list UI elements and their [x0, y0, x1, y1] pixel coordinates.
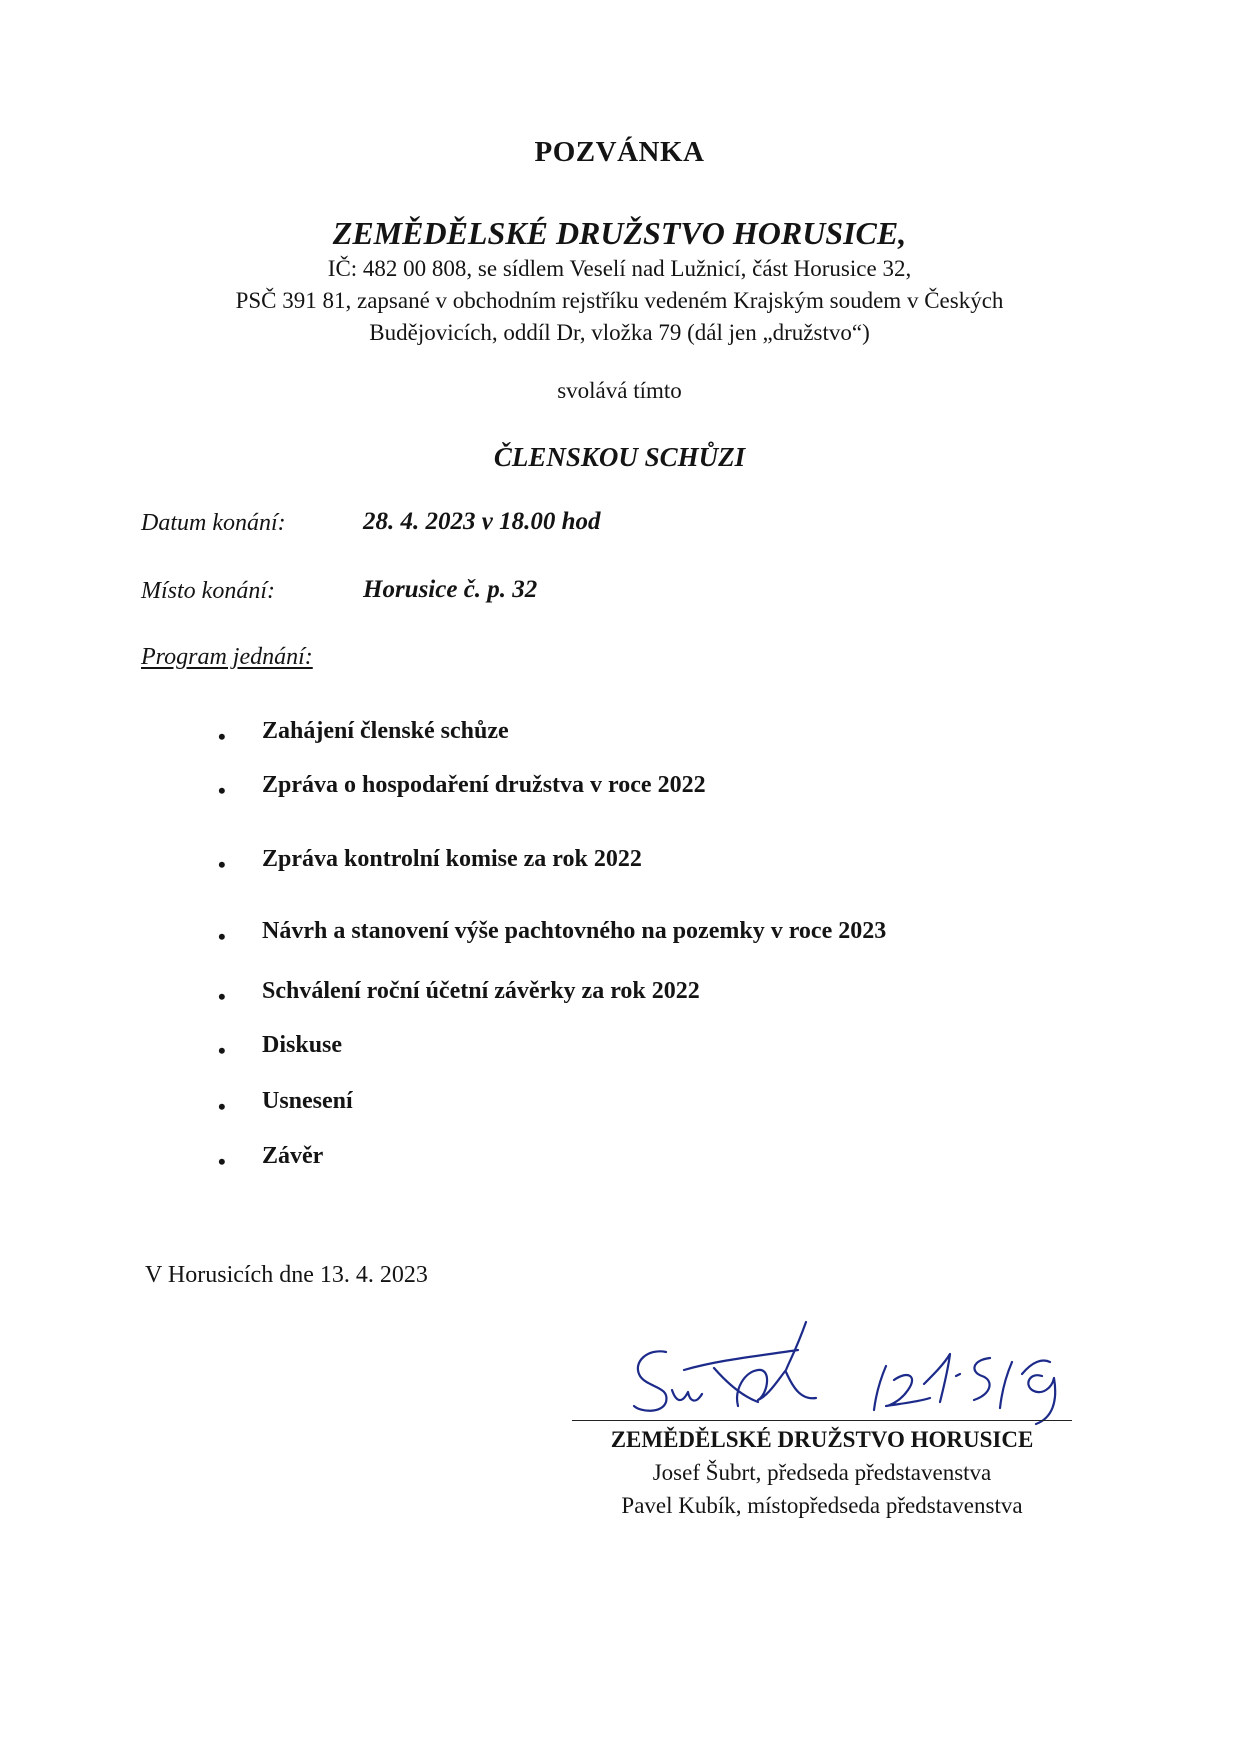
agenda-item	[218, 978, 700, 1009]
place-value: Horusice č. p. 32	[363, 576, 538, 603]
bullet-icon: •	[218, 1149, 226, 1174]
bullet-icon: •	[218, 724, 226, 749]
agenda-item	[218, 918, 887, 949]
company-details-line: IČ: 482 00 808, se sídlem Veselí nad Lužnicí, část Horusice 32,	[327, 256, 912, 281]
handwritten-signature	[618, 1310, 1118, 1430]
agenda-item	[218, 1143, 324, 1174]
bullet-icon: •	[218, 984, 226, 1009]
signature-line	[572, 1420, 1072, 1421]
agenda-item-label: Usnesení	[262, 1088, 353, 1114]
bullet-icon: •	[218, 1038, 226, 1063]
program-heading: Program jednání:	[141, 644, 313, 670]
agenda-item	[218, 718, 509, 749]
place-date: V Horusicích dne 13. 4. 2023	[145, 1262, 428, 1288]
agenda-item-label: Schválení roční účetní závěrky za rok 2022	[262, 978, 700, 1004]
signer-block	[570, 1423, 1074, 1522]
signer-name: Pavel Kubík, místopředseda představenstva	[621, 1493, 1023, 1518]
agenda-item	[218, 1032, 343, 1063]
signer-company: ZEMĚDĚLSKÉ DRUŽSTVO HORUSICE	[610, 1427, 1034, 1452]
meeting-title: ČLENSKOU SCHŮZI	[493, 442, 746, 472]
signer-name: Josef Šubrt, předseda představenstva	[652, 1460, 992, 1485]
agenda-item	[218, 846, 642, 877]
company-details-line: PSČ 391 81, zapsané v obchodním rejstříku vedeném Krajským soudem v Českých	[235, 288, 1004, 313]
company-details	[0, 253, 1239, 349]
date-value: 28. 4. 2023 v 18.00 hod	[363, 508, 601, 535]
agenda-item	[218, 772, 706, 803]
bullet-icon: •	[218, 852, 226, 877]
bullet-icon: •	[218, 924, 226, 949]
document-title: POZVÁNKA	[534, 136, 705, 168]
convenes-text: svolává tímto	[557, 378, 682, 403]
agenda-item-label: Závěr	[262, 1143, 324, 1169]
agenda-item-label: Diskuse	[262, 1032, 343, 1058]
company-name: ZEMĚDĚLSKÉ DRUŽSTVO HORUSICE,	[332, 215, 907, 251]
agenda-item-label: Zahájení členské schůze	[262, 718, 509, 744]
agenda-item-label: Návrh a stanovení výše pachtovného na pozemky v roce 2023	[262, 918, 887, 944]
bullet-icon: •	[218, 1094, 226, 1119]
place-label: Místo konání:	[141, 578, 275, 604]
agenda-item-label: Zpráva kontrolní komise za rok 2022	[262, 846, 642, 872]
agenda-item	[218, 1088, 353, 1119]
bullet-icon: •	[218, 778, 226, 803]
company-details-line: Budějovicích, oddíl Dr, vložka 79 (dál jen „družstvo“)	[369, 320, 870, 345]
date-label: Datum konání:	[141, 510, 286, 536]
agenda-item-label: Zpráva o hospodaření družstva v roce 2022	[262, 772, 706, 798]
